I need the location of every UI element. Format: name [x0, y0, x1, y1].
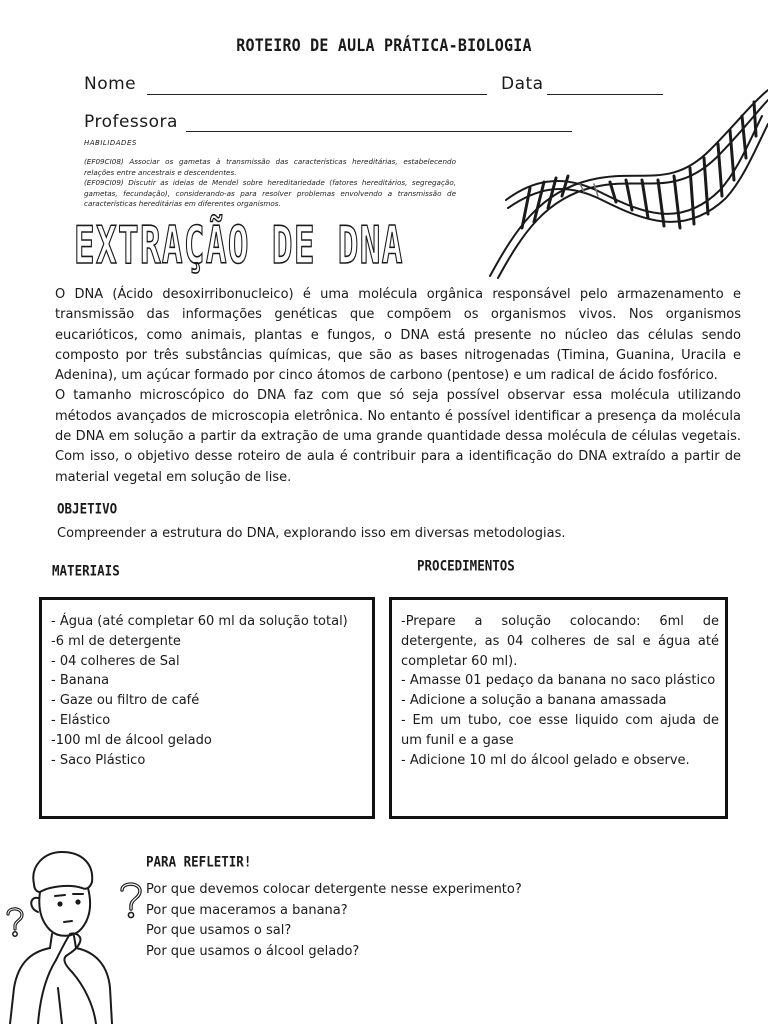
name-line[interactable] [147, 94, 487, 95]
list-item: - Adicione 10 ml do álcool gelado e observe. [401, 752, 690, 768]
list-item: - Elástico [51, 712, 111, 728]
intro-text [55, 285, 741, 488]
habilidade-item: (EF09CI09) Discutir as ideias de Mendel sobre hereditariedade (fatores hereditários, segregação, gametas, fecundação), considerando-as para resolver problemas envolvendo a transmissão de características hereditárias em diferentes organismos. [84, 178, 456, 208]
habilidade-item: (EF09CI08) Associar os gametas à transmissão das características hereditárias, estabelecendo relações entre ancestrais e descendentes. [84, 157, 456, 177]
list-item: -Prepare a solução colocando: 6ml de detergente, as 04 colheres de sal e água até completar 60 ml). [401, 614, 719, 669]
procedimentos-list [401, 612, 719, 770]
procedimentos-title: PROCEDIMENTOS [417, 556, 515, 575]
intro-paragraph: O tamanho microscópico do DNA faz com que só seja possível observar essa molécula utilizando métodos avançados de microscopia eletrônica. No entanto é possível identificar a presença da molécula de DNA em solução a partir da extração de uma grande quantidade dessa molécula de células vegetais. Com isso, o objetivo desse roteiro de aula é contribuir para a identificação do DNA extraído a partir de material vegetal em solução de lise. [55, 388, 741, 485]
materiais-title: MATERIAIS [52, 561, 120, 580]
objetivo-text: Compreender a estrutura do DNA, explorando isso em diversas metodologias. [57, 526, 566, 541]
list-item: - Gaze ou filtro de café [51, 693, 200, 709]
name-label: Nome [84, 74, 137, 94]
question-item: Por que maceramos a banana? [146, 902, 348, 918]
question-mark-icon [4, 906, 26, 938]
habilidades-title: HABILIDADES [84, 139, 137, 147]
date-label: Data [501, 74, 544, 94]
objetivo-title: OBJETIVO [57, 499, 118, 518]
list-item: - Adicione a solução a banana amassada [401, 693, 667, 709]
procedimentos-box [389, 597, 728, 819]
list-item: - Água (até completar 60 ml da solução total) [51, 614, 348, 629]
list-item: -100 ml de álcool gelado [51, 732, 212, 748]
main-title: EXTRAÇÃO DE DNA [74, 216, 404, 276]
question-mark-icon [116, 880, 146, 920]
question-item: Por que usamos o álcool gelado? [146, 943, 360, 959]
list-item: - Em um tubo, coe esse liquido com ajuda de um funil e a gase [401, 712, 719, 748]
dna-helix-icon [470, 80, 768, 280]
list-item: - Saco Plástico [51, 752, 146, 768]
list-item: -6 ml de detergente [51, 633, 181, 649]
materiais-box [39, 597, 375, 819]
list-item: - Amasse 01 pedaço da banana no saco plástico [401, 673, 716, 689]
materiais-list [51, 612, 366, 770]
question-item: Por que usamos o sal? [146, 923, 292, 939]
list-item: - 04 colheres de Sal [51, 653, 180, 669]
intro-paragraph: O DNA (Ácido desoxirribonucleico) é uma molécula orgânica responsável pelo armazenamento e transmissão das informações genéticas que compõem os organismos vivos. Nos organismos eucarióticos, como animais, plantas e fungos, o DNA está presente no núcleo das células sendo composto por três substâncias químicas, que são as bases nitrogenadas (Timina, Guanina, Uracila e Adenina), um açúcar formado por cinco átomos de carbono (pentose) e um radical de ácido fosfórico. [55, 287, 741, 384]
question-item: Por que devemos colocar detergente nesse experimento? [146, 882, 522, 897]
refletir-questions [146, 880, 522, 962]
page-title: ROTEIRO DE AULA PRÁTICA-BIOLOGIA [236, 34, 532, 56]
teacher-label: Professora [84, 112, 178, 132]
refletir-title: PARA REFLETIR! [146, 852, 252, 871]
list-item: - Banana [51, 673, 110, 689]
habilidades-text [84, 157, 456, 210]
